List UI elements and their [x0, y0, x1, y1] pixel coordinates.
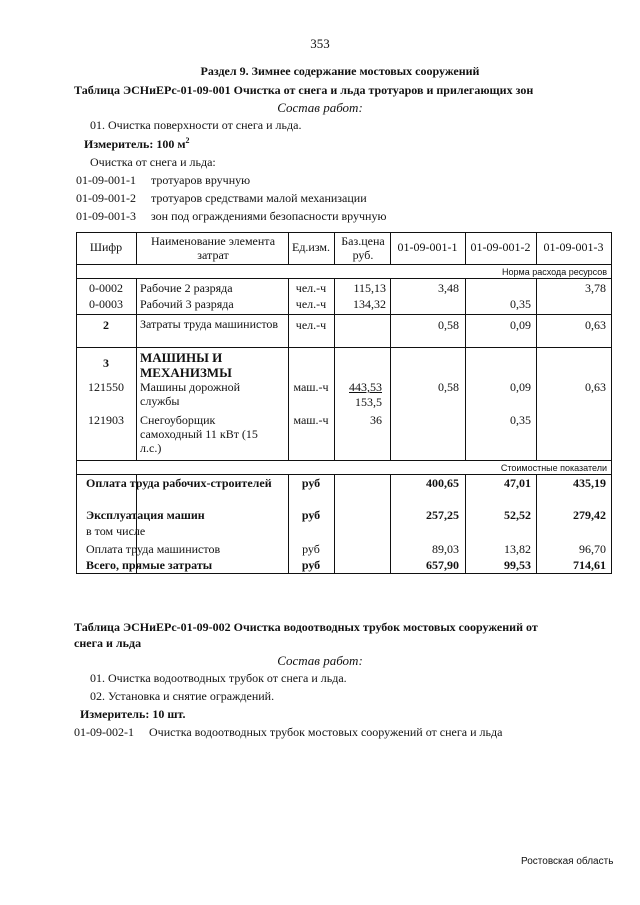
norm-label: Норма расхода ресурсов — [502, 267, 607, 277]
header-col2: 01-09-001-2 — [470, 240, 531, 254]
row-code: 3 — [103, 356, 109, 370]
cleaning-label: Очистка от снега и льда: — [90, 155, 216, 169]
total-col3: 435,19 — [573, 476, 606, 490]
row-name: Рабочие 2 разряда — [140, 281, 233, 295]
row-code: 0-0003 — [89, 297, 123, 311]
header-name: Наименование элемента затрат — [150, 234, 276, 262]
table1-title: Таблица ЭСНиЕРс-01-09-001 Очистка от снега и льда тротуаров и прилегающих зон — [74, 83, 534, 97]
item-text: зон под ограждениями безопасности вручную — [151, 209, 387, 223]
table2-title: Таблица ЭСНиЕРс-01-09-002 Очистка водоотводных трубок мостовых сооружений от — [74, 620, 538, 634]
row-price: 36 — [370, 413, 382, 427]
header-col3: 01-09-001-3 — [543, 240, 604, 254]
total-col1: 400,65 — [426, 476, 459, 490]
cost-label: Стоимостные показатели — [500, 463, 607, 473]
header-code: Шифр — [89, 240, 123, 254]
header-col1: 01-09-001-1 — [397, 240, 458, 254]
row-col1: 3,48 — [438, 281, 459, 295]
row-name: Снегоуборщик самоходный 11 кВт (15 л.с.) — [140, 413, 258, 455]
row-unit: чел.-ч — [295, 297, 327, 311]
resource-table — [76, 232, 612, 574]
row-unit: маш.-ч — [293, 380, 329, 394]
item-code: 01-09-001-1 — [76, 173, 136, 187]
total-col1: 89,03 — [432, 542, 459, 556]
row-code: 121550 — [88, 380, 124, 394]
total-col2: 47,01 — [504, 476, 531, 490]
row-col3: 0,63 — [585, 318, 606, 332]
total-col2: 52,52 — [504, 508, 531, 522]
row-unit: чел.-ч — [295, 281, 327, 295]
item-code: 01-09-002-1 — [74, 725, 134, 739]
row-col3: 0,63 — [585, 380, 606, 394]
row-price: 153,5 — [355, 395, 382, 409]
work-item: 01. Очистка водоотводных трубок от снега и льда. — [90, 671, 347, 685]
row-col2: 0,09 — [510, 380, 531, 394]
footer-region: Ростовская область — [521, 856, 614, 867]
total-name: Оплата труда рабочих-строителей — [86, 476, 272, 490]
total-subnote: в том числе — [86, 524, 146, 538]
table2-title-cont: снега и льда — [74, 636, 142, 650]
row-code: 0-0002 — [89, 281, 123, 295]
row-col1: 0,58 — [438, 380, 459, 394]
row-col2: 0,35 — [510, 413, 531, 427]
row-col2: 0,35 — [510, 297, 531, 311]
item-code: 01-09-001-2 — [76, 191, 136, 205]
total-col3: 714,61 — [573, 558, 606, 572]
row-price: 134,32 — [353, 297, 386, 311]
total-unit: руб — [301, 508, 321, 522]
total-name: Всего, прямые затраты — [86, 558, 213, 572]
total-col3: 96,70 — [579, 542, 606, 556]
row-code: 121903 — [88, 413, 124, 427]
work-composition-label-2: Состав работ: — [277, 653, 363, 668]
total-name: Эксплуатация машин — [86, 508, 205, 522]
row-price: 115,13 — [353, 281, 386, 295]
item-text: тротуаров вручную — [151, 173, 251, 187]
header-unit: Ед.изм. — [291, 240, 331, 254]
row-unit: маш.-ч — [293, 413, 329, 427]
item-text: тротуаров средствами малой механизации — [151, 191, 367, 205]
header-base-price: Баз.цена руб. — [341, 234, 385, 262]
row-unit: чел.-ч — [295, 318, 327, 332]
total-name: Оплата труда машинистов — [86, 542, 221, 556]
row-name: Рабочий 3 разряда — [140, 297, 234, 311]
total-col1: 657,90 — [426, 558, 459, 572]
total-unit: руб — [302, 542, 320, 556]
item-text: Очистка водоотводных трубок мостовых сооружений от снега и льда — [149, 725, 503, 739]
work-item: 02. Установка и снятие ограждений. — [90, 689, 275, 703]
total-unit: руб — [301, 558, 321, 572]
page-number: 353 — [310, 36, 330, 51]
row-name: Машины дорожной службы — [140, 380, 241, 408]
row-group-name: МАШИНЫ И МЕХАНИЗМЫ — [140, 350, 232, 380]
section-title: Раздел 9. Зимнее содержание мостовых сооружений — [200, 64, 480, 78]
total-unit: руб — [301, 476, 321, 490]
row-price-old: 443,53 — [349, 380, 382, 394]
row-col1: 0,58 — [438, 318, 459, 332]
total-col2: 13,82 — [504, 542, 531, 556]
row-name: Затраты труда машинистов — [140, 317, 279, 331]
total-col2: 99,53 — [504, 558, 531, 572]
row-col2: 0,09 — [510, 318, 531, 332]
measure-label-2: Измеритель: 10 шт. — [80, 707, 186, 721]
row-code: 2 — [103, 318, 109, 332]
work-item: 01. Очистка поверхности от снега и льда. — [90, 118, 302, 132]
item-code: 01-09-001-3 — [76, 209, 136, 223]
total-col3: 279,42 — [573, 508, 606, 522]
total-col1: 257,25 — [426, 508, 459, 522]
row-col3: 3,78 — [585, 281, 606, 295]
work-composition-label: Состав работ: — [277, 100, 363, 115]
measure-label: Измеритель: 100 $м^2$ — [84, 136, 190, 151]
